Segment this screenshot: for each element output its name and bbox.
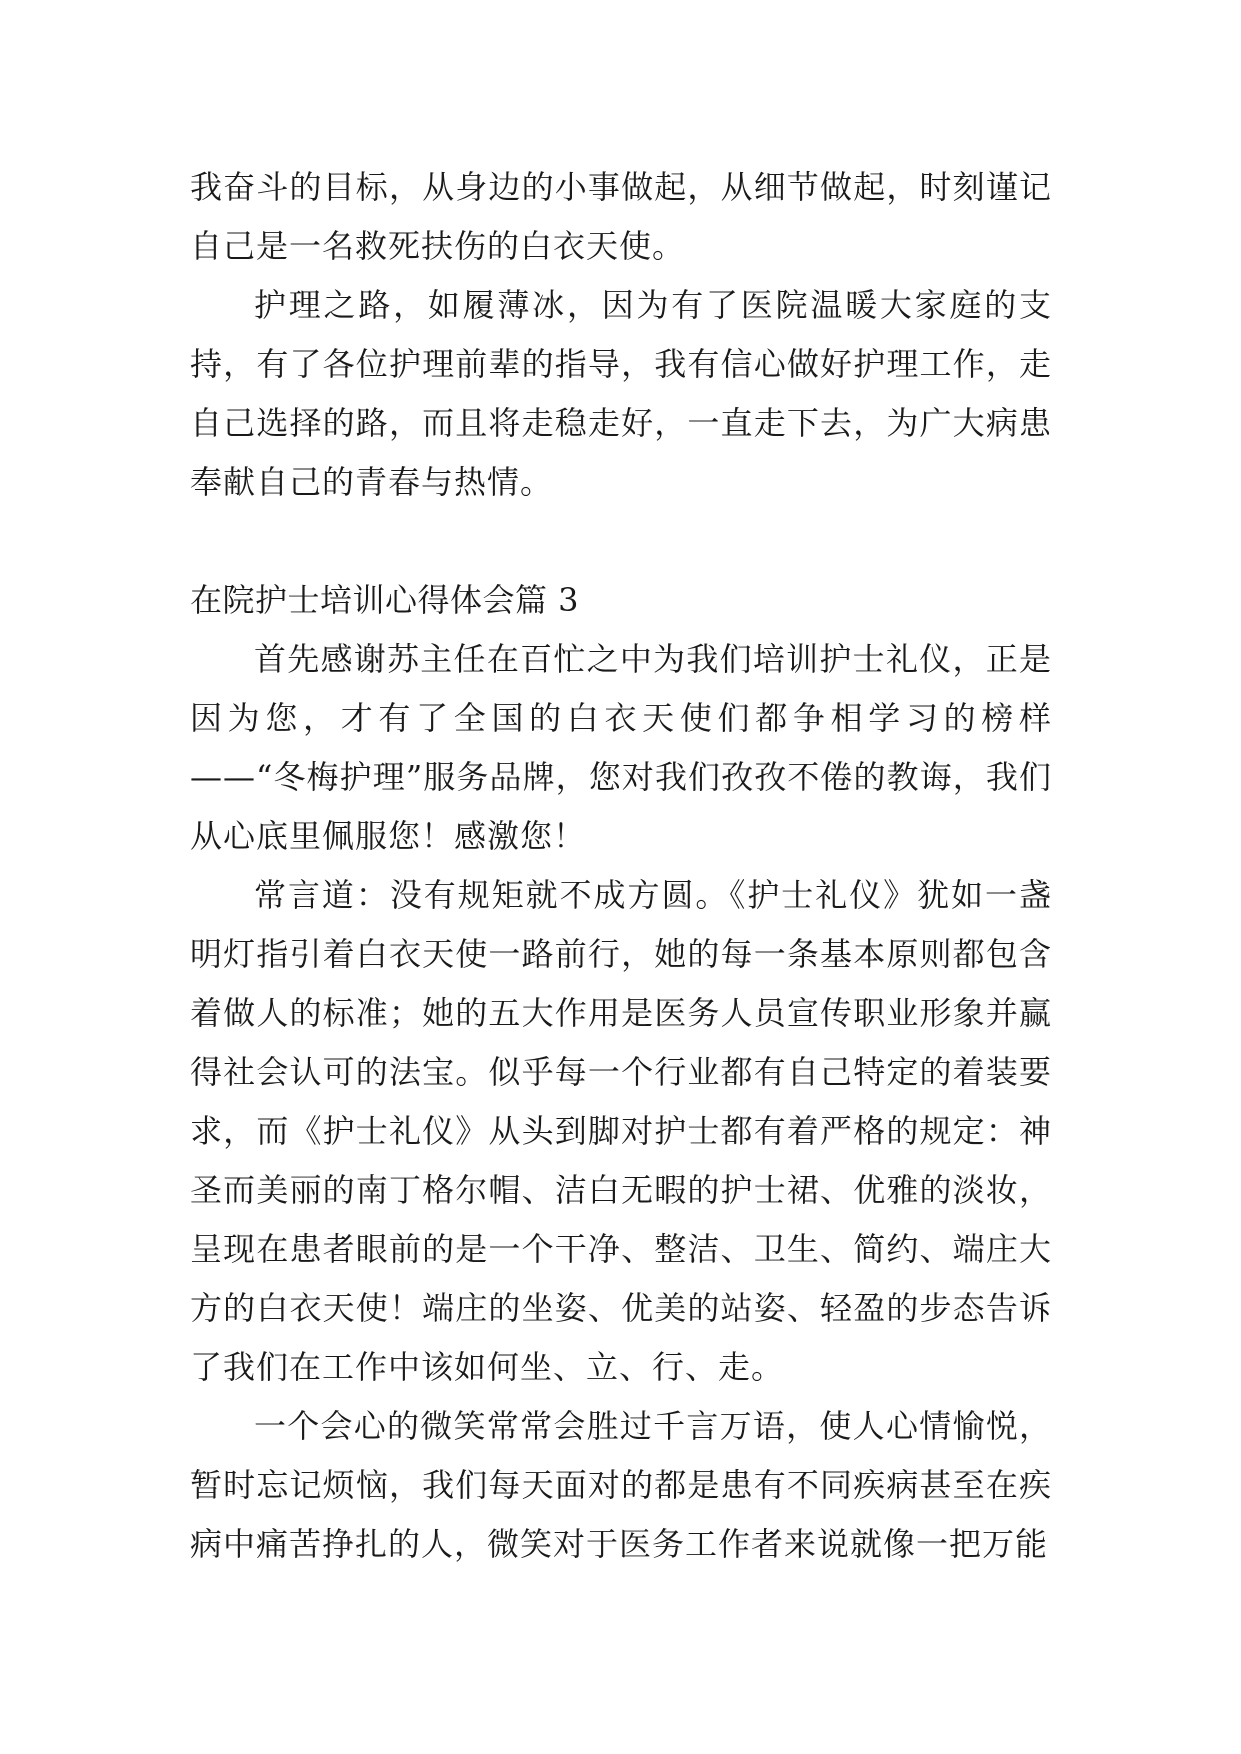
paragraph-smile: 一个会心的微笑常常会胜过千言万语，使人心情愉悦，暂时忘记烦恼，我们每天面对的都是患有不同疾病甚至在疾病中痛苦挣扎的人，微笑对于医务工作者来说就像一把万能 [190, 1407, 1052, 1563]
paragraph-nursing-path: 护理之路，如履薄冰，因为有了医院温暖大家庭的支持，有了各位护理前辈的指导，我有信心做好护理工作，走自己选择的路，而且将走稳走好，一直走下去，为广大病患奉献自己的青春与热情。 [190, 286, 1052, 501]
document-body [190, 158, 1052, 1574]
paragraph-goal: 我奋斗的目标，从身边的小事做起，从细节做起，时刻谨记自己是一名救死扶伤的白衣天使。 [190, 168, 1052, 265]
section-heading: 在院护士培训心得体会篇 3 [190, 581, 580, 619]
paragraph-etiquette: 常言道：没有规矩就不成方圆。《护士礼仪》犹如一盏明灯指引着白衣天使一路前行，她的每一条基本原则都包含着做人的标准；她的五大作用是医务人员宣传职业形象并赢得社会认可的法宝。似乎每一个行业都有自己特定的着装要求，而《护士礼仪》从头到脚对护士都有着严格的规定：神圣而美丽的南丁格尔帽、洁白无暇的护士裙、优雅的淡妆，呈现在患者眼前的是一个干净、整洁、卫生、简约、端庄大方的白衣天使！端庄的坐姿、优美的站姿、轻盈的步态告诉了我们在工作中该如何坐、立、行、走。 [190, 876, 1052, 1386]
paragraph-thanks: 首先感谢苏主任在百忙之中为我们培训护士礼仪，正是因为您，才有了全国的白衣天使们都争相学习的榜样——“冬梅护理”服务品牌，您对我们孜孜不倦的教诲，我们从心底里佩服您！感激您！ [190, 640, 1052, 855]
section-spacer [190, 512, 1052, 571]
